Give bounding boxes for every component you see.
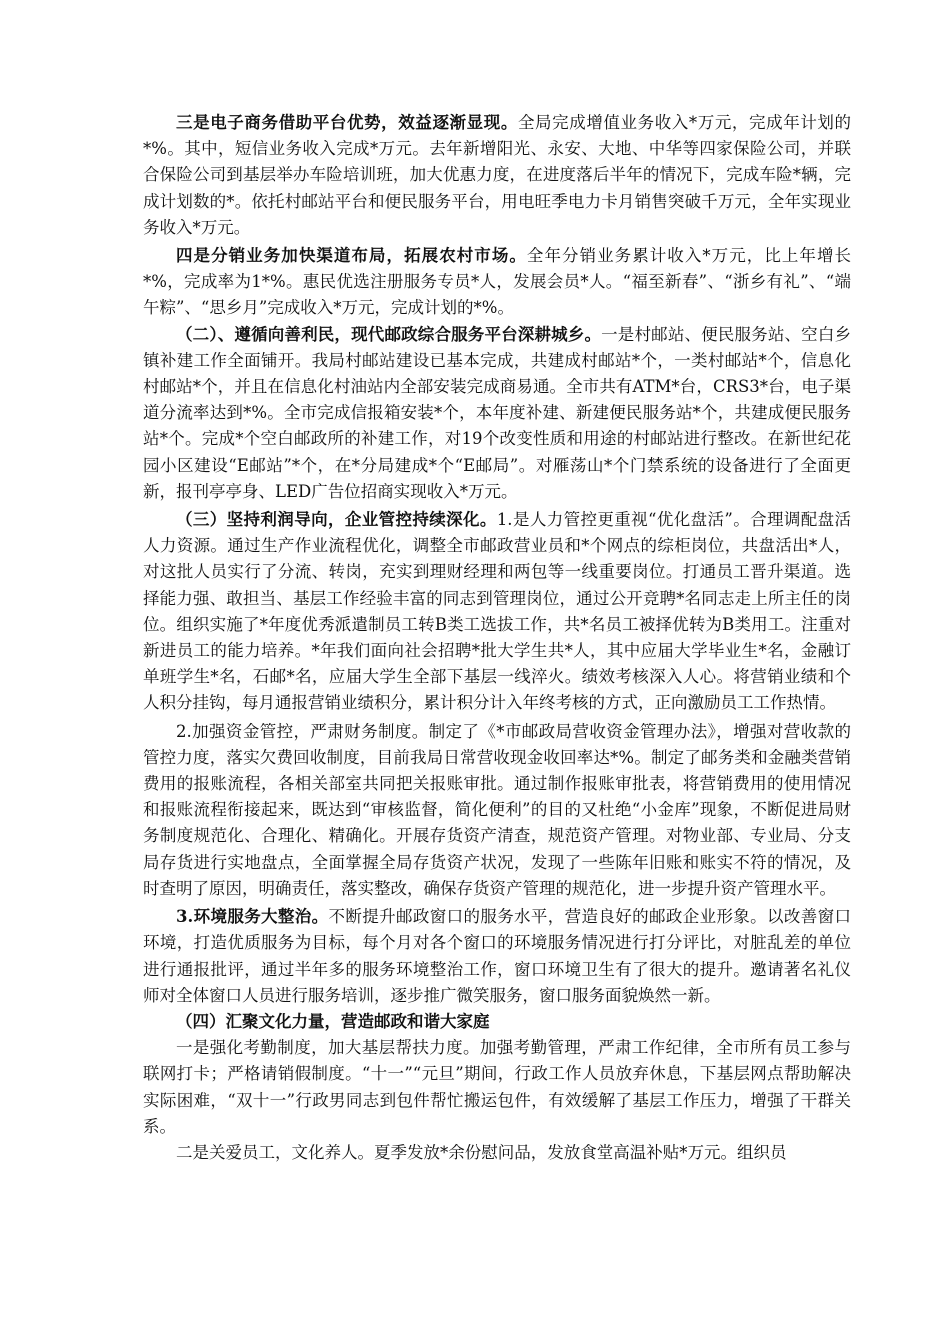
paragraph-text: 一是强化考勤制度，加大基层帮扶力度。加强考勤管理，严肃工作纪律，全市所有员工参与联网打卡；严格请销假制度。“十一”“元旦”期间，行政工作人员放弃休息，下基层网点帮助解决实际困难，“双十一”行政男同志到包件帮忙搬运包件，有效缓解了基层工作压力，增强了干群关系。	[143, 1038, 851, 1136]
paragraph-employee-care	[143, 1140, 851, 1166]
section-heading: （三）坚持利润导向，企业管控持续深化。	[176, 510, 497, 530]
paragraph-lead: 三是电子商务借助平台优势，效益逐渐显现。	[176, 113, 518, 132]
paragraph-text: 2.加强资金管控，严肃财务制度。制定了《*市邮政局营收资金管理办法》，增强对营收款的管控力度，落实欠费回收制度，目前我局日常营收现金收回率达*%。制定了邮务类和金融类营销费用的报账流程，各相关部室共同把关报账审批。通过制作报账审批表，将营销费用的使用情况和报账流程衔接起来，既达到“审核监督，简化便利”的目的又杜绝“小金库”现象，不断促进局财务制度规范化、合理化、精确化。开展存货资产清查，规范资产管理。对物业部、专业局、分支局存货进行实地盘点，全面掌握全局存货资产状况，发现了一些陈年旧账和账实不符的情况，及时查明了原因，明确责任，落实整改，确保存货资产管理的规范化，进一步提升资产管理水平。	[143, 721, 851, 898]
paragraph-section-four	[143, 1009, 851, 1035]
paragraph-text: 不断提升邮政窗口的服务水平，营造良好的邮政企业形象。以改善窗口环境，打造优质服务为目标，每个月对各个窗口的环境服务情况进行打分评比，对脏乱差的单位进行通报批评，通过半年多的服务环境整治工作，窗口环境卫生有了很大的提升。邀请著名礼仪师对全体窗口人员进行服务培训，逐步推广微笑服务，窗口服务面貌焕然一新。	[143, 907, 852, 1005]
paragraph-environment-service	[143, 904, 851, 1009]
paragraph-lead: 3.环境服务大整治。	[176, 907, 329, 927]
paragraph-text: 一是村邮站、便民服务站、空白乡镇补建工作全面铺开。我局村邮站建设已基本完成，共建成村邮站*个，一类村邮站*个，信息化村邮站*个，并且在信息化村油站内全部安装完成商易通。全市共有ATM*台，CRS3*台，电子渠道分流率达到*%。全市完成信报箱安装*个，本年度补建、新建便民服务站*个，共建成便民服务站*个。完成*个空白邮政所的补建工作，对19个改变性质和用途的村邮站进行整改。在新世纪花园小区建设“E邮站”*个，在*分局建成*个“E邮局”。对雁荡山*个门禁系统的设备进行了全面更新，报刊亭亭身、LED广告位招商实现收入*万元。	[143, 324, 852, 501]
paragraph-text: 1.是人力管控更重视“优化盘活”。合理调配盘活人力资源。通过生产作业流程优化，调整全市邮政营业员和*个网点的综柜岗位，共盘活出*人，对这批人员实行了分流、转岗，充实到理财经理和两包等一线重要岗位。打通员工晋升渠道。选择能力强、敢担当、基层工作经验丰富的同志到管理岗位，通过公开竞聘*名同志走上所主任的岗位。组织实施了*年度优秀派遣制员工转B类工选拔工作，共*名员工被择优转为B类用工。注重对新进员工的能力培养。*年我们面向社会招聘*批大学生共*人，其中应届大学毕业生*名，金融订单班学生*名，石邮*名，应届大学生全部下基层一线淬火。绩效考核深入人心。将营销业绩和个人积分挂钩，每月通报营销业绩积分，累计积分计入年终考核的方式，正向激励员工工作热情。	[143, 510, 851, 713]
document-body	[143, 110, 851, 1166]
paragraph-lead: 四是分销业务加快渠道布局，拓展农村市场。	[176, 246, 527, 266]
paragraph-text: 全局完成增值业务收入*万元，完成年计划的*%。其中，短信业务收入完成*万元。去年新增阳光、永安、大地、中华等四家保险公司，并联合保险公司到基层举办车险培训班，加大优惠力度，在进度落后半年的情况下，完成车险*辆，完成计划数的*。依托村邮站平台和便民服务平台，用电旺季电力卡月销售突破千万元，全年实现业务收入*万元。	[143, 113, 852, 237]
paragraph-finance-control	[143, 719, 851, 902]
paragraph-section-three	[143, 507, 851, 717]
paragraph-ecommerce	[143, 110, 851, 241]
section-heading: （四）汇聚文化力量，营造邮政和谐大家庭	[176, 1011, 490, 1031]
paragraph-text: 二是关爱员工，文化养人。夏季发放*余份慰问品，发放食堂高温补贴*万元。组织员	[176, 1142, 787, 1162]
paragraph-section-two	[143, 322, 851, 505]
paragraph-attendance	[143, 1035, 851, 1140]
paragraph-distribution	[143, 243, 851, 322]
paragraph-text: 全年分销业务累计收入*万元，比上年增长*%，完成率为1*%。惠民优选注册服务专员*人，发展会员*人。“福至新春”、“浙乡有礼”、“端午粽”、“思乡月”完成收入*万元，完成计划的*%。	[143, 246, 852, 318]
section-heading: （二）、遵循向善利民，现代邮政综合服务平台深耕城乡。	[176, 324, 602, 344]
